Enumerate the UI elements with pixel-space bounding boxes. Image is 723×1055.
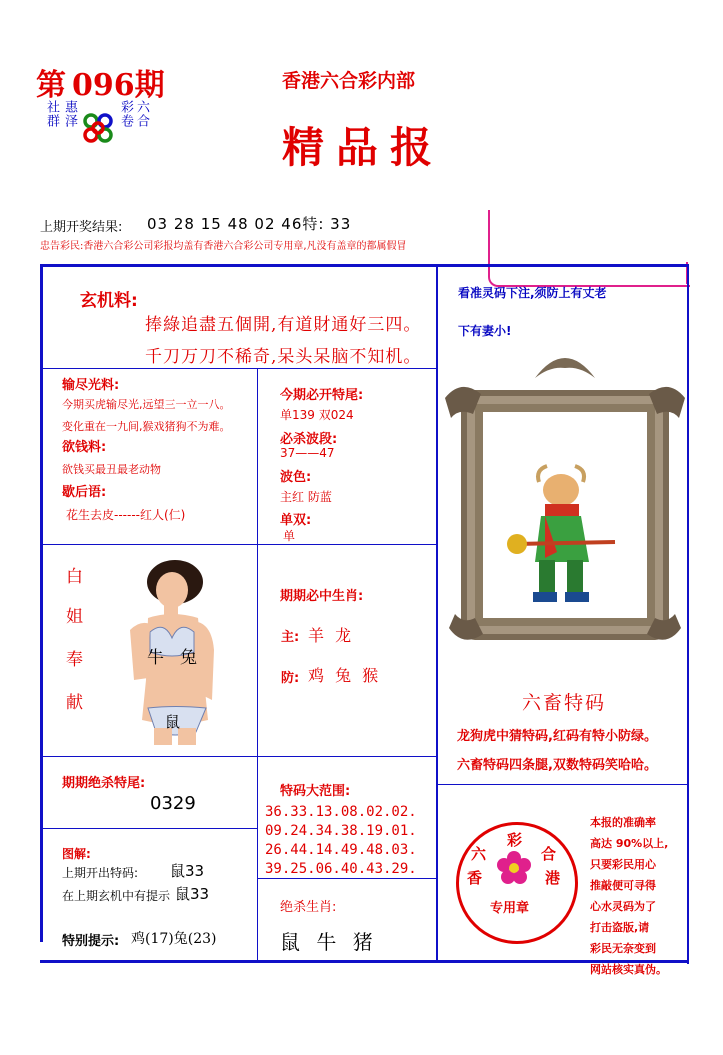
grid-top [40, 264, 688, 267]
tip-line-2: 下有妻小! [458, 324, 512, 338]
zodiac-main-label: 主: [281, 630, 300, 645]
left-vertical-2: 社群 [44, 100, 59, 128]
beauty-char-4: 献 [66, 693, 83, 713]
tail-kill-value: 0329 [150, 793, 196, 814]
diagram-line-1-value: 鼠33 [170, 862, 205, 880]
grid-h3 [40, 756, 437, 757]
shu-line-1: 今期买虎输尽光,远望三一立一八。 [62, 398, 231, 411]
zodiac-main: 羊 龙 [308, 626, 355, 645]
pink-bracket [488, 210, 690, 287]
page-title: 精品报 [282, 123, 445, 172]
shu-line-2: 变化重在一九间,猴戏猪狗不为难。 [62, 420, 231, 433]
beauty-char-2: 姐 [66, 607, 83, 627]
stamp-char-5: 港 [545, 869, 561, 887]
six-line-2: 六畜特码四条腿,双数特码笑哈哈。 [457, 758, 657, 773]
accuracy-line: 推敲便可寻得 [590, 879, 656, 892]
issue-number [36, 60, 165, 104]
diagram-label: 图解: [62, 847, 91, 861]
beauty-overlay-2: 兔 [180, 648, 197, 668]
accuracy-line: 网站核实真伪。 [590, 963, 667, 976]
accuracy-line: 心水灵码为了 [590, 900, 656, 913]
xiehou-label: 歇后语: [62, 485, 107, 500]
wave-text: 37——47 [280, 446, 335, 460]
tip-line-1: 看准灵码下注,须防上有丈老 [458, 286, 607, 300]
shu-label: 输尽光料: [62, 378, 120, 393]
stamp-char-4: 香 [467, 869, 483, 887]
kill-zodiac-value: 鼠 牛 猪 [280, 930, 378, 954]
tail-text: 单139 双024 [280, 408, 354, 422]
accuracy-line: 高达 90%以上, [590, 837, 669, 850]
yu-text: 欲钱买最丑最老动物 [62, 463, 161, 476]
six-title: 六畜特码 [522, 692, 607, 714]
accuracy-line: 本报的准确率 [590, 816, 656, 829]
range-row: 26.44.14.49.48.03. [265, 842, 417, 858]
grid-center-vertical [257, 368, 258, 961]
special-label: 特别提示: [62, 934, 120, 949]
diagram-line-2-label: 在上期玄机中有提示 [62, 889, 171, 903]
range-row: 39.25.06.40.43.29. [265, 861, 417, 877]
left-vertical-1: 惠泽 [62, 100, 77, 128]
beauty-overlay-3: 鼠 [165, 713, 181, 731]
zodiac-guard: 鸡 兔 猴 [308, 666, 382, 685]
xuanji-label: 玄机料: [80, 291, 138, 311]
grid-h2 [40, 544, 437, 545]
six-line-1: 龙狗虎中猜特码,红码有特小防绿。 [457, 729, 657, 744]
beauty-char-1: 白 [66, 567, 83, 587]
accuracy-line: 只要彩民用心 [590, 858, 656, 871]
range-row: 09.24.34.38.19.01. [265, 823, 417, 839]
odd-label: 单双: [280, 513, 312, 528]
beauty-char-3: 奉 [66, 650, 83, 670]
stamp-char-3: 合 [541, 845, 557, 863]
accuracy-line: 彩民无奈变到 [590, 942, 656, 955]
tail-label: 今期必开特尾: [280, 388, 364, 403]
zodiac-guard-label: 防: [281, 671, 300, 686]
grid-h4 [40, 828, 257, 829]
range-row: 36.33.13.08.02.02. [265, 804, 417, 820]
xuanji-line-2: 千刀万刀不稀奇,呆头呆脑不知机。 [145, 347, 422, 367]
warning-text: 忠告彩民:香港六合彩公司彩报均盖有香港六合彩公司专用章,凡没有盖章的都属假冒 [40, 241, 407, 252]
kill-zodiac-label: 绝杀生肖: [280, 900, 337, 915]
odd-text: 单 [283, 529, 296, 543]
stamp-bottom: 专用章 [490, 901, 530, 916]
stamp-char-2: 彩 [507, 831, 523, 849]
special-value: 鸡(17)兔(23) [131, 931, 217, 947]
color-label: 波色: [280, 470, 312, 485]
wave-label: 必杀波段: [280, 432, 338, 447]
accuracy-text [590, 812, 686, 980]
publisher: 香港六合彩内部 [282, 70, 416, 92]
diagram-line-2-value: 鼠33 [175, 885, 210, 903]
grid-left [40, 264, 43, 942]
right-vertical-1: 六合 [134, 100, 149, 128]
grid-h6 [437, 784, 688, 785]
flower-icon [497, 851, 531, 885]
range-table [265, 803, 417, 879]
issue-prefix: 第 [36, 68, 66, 103]
xuanji-line-1: 捧綠追盡五個開,有道財通好三四。 [145, 315, 422, 335]
beauty-overlay-1: 牛 [147, 648, 164, 668]
result-label: 上期开奖结果: [40, 220, 123, 235]
grid-right [687, 264, 689, 964]
seal-stamp [456, 822, 578, 944]
xiehou-text: 花生去皮------红人(仁) [66, 508, 186, 522]
right-vertical-2: 彩卷 [118, 100, 133, 128]
ox-warrior-icon [505, 462, 620, 607]
result-numbers: 03 28 15 48 02 46特: 33 [147, 215, 352, 233]
grid-h1 [40, 368, 437, 369]
lottery-logo-icon [80, 110, 116, 146]
color-text: 主红 防蓝 [280, 490, 332, 504]
accuracy-line: 打击盗版,请 [590, 921, 650, 934]
stamp-char-1: 六 [471, 845, 487, 863]
zodiac-label: 期期必中生肖: [280, 589, 364, 604]
diagram-line-1-label: 上期开出特码: [62, 866, 139, 880]
range-label: 特码大范围: [280, 784, 351, 799]
issue-value: 096期 [72, 68, 165, 103]
tail-kill-label: 期期绝杀特尾: [62, 776, 146, 791]
yu-label: 欲钱料: [62, 440, 107, 455]
